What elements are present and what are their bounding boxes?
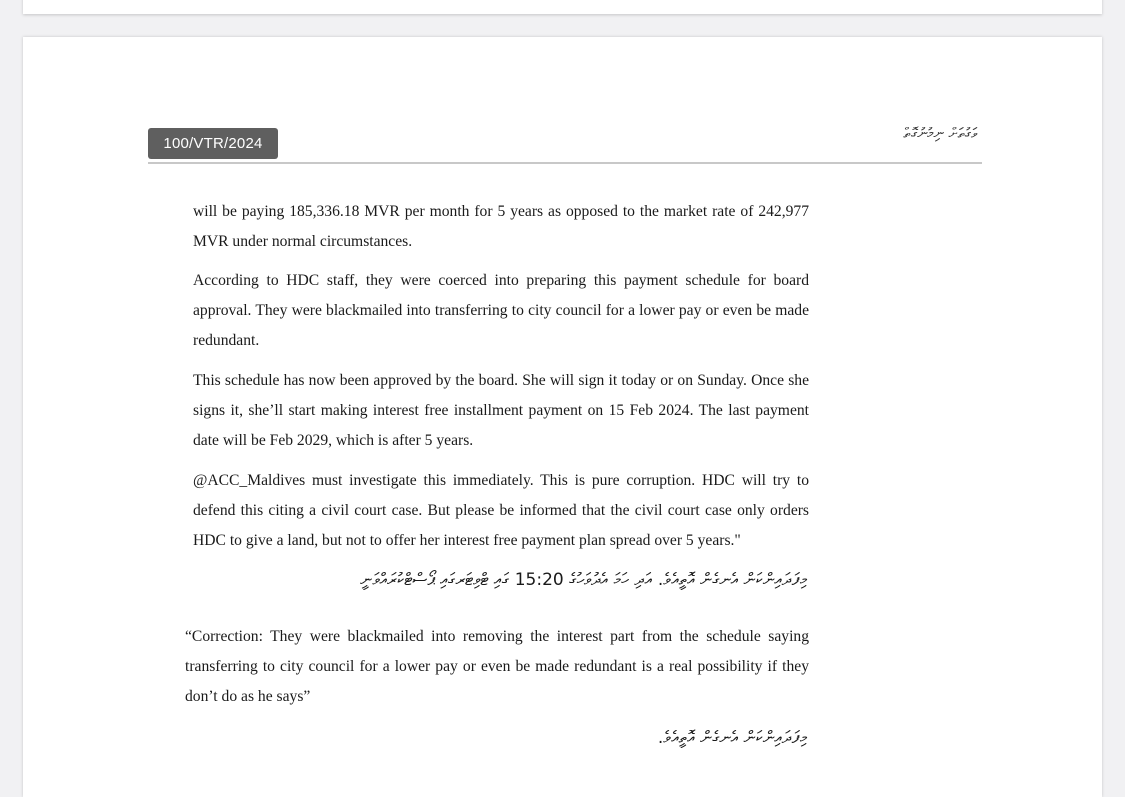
correction-quote: “Correction: They were blackmailed into removing the interest part from the schedule saying transferring to city council for a lower pay or even be made redundant is a real possibility if they don’t do as he says”: [185, 628, 809, 705]
reference-badge: 100/VTR/2024: [148, 128, 278, 159]
paragraph-1: will be paying 185,336.18 MVR per month for 5 years as opposed to the market rate of 242,977 MVR under normal circumstances.: [193, 203, 809, 250]
paragraph-3: This schedule has now been approved by the board. She will sign it today or on Sunday. Once she signs it, she’ll start making interest free installment payment on 15 Feb 2024. The last payment date will be Feb 2029, which is after 5 years.: [193, 372, 809, 449]
header-title-dhivehi: ވަގުތަށް ނިމުނުގޮތް: [903, 124, 977, 142]
header-divider: [148, 162, 982, 164]
previous-page-edge: [23, 0, 1102, 14]
dhivehi-line-2: މިފަދައިންކަން އެނގެން އޮތީއެވެ.: [657, 728, 807, 748]
dhivehi-line-1: މިފަދައިންކަން އެނގެން އޮތީއެވެ. އަދި ހަމަ އެދުވަހުގެ 15:20 ގައި ޓްވިޓަރގައި ޕޯސްޓްކުރައްވަނީ: [360, 570, 807, 590]
paragraph-2: According to HDC staff, they were coerced into preparing this payment schedule for board approval. They were blackmailed into transferring to city council for a lower pay or even be made redundant.: [193, 272, 809, 349]
paragraph-4: @ACC_Maldives must investigate this immediately. This is pure corruption. HDC will try to defend this citing a civil court case. But please be informed that the civil court case only orders HDC to give a land, but not to offer her interest free payment plan spread over 5 years.": [193, 472, 809, 549]
